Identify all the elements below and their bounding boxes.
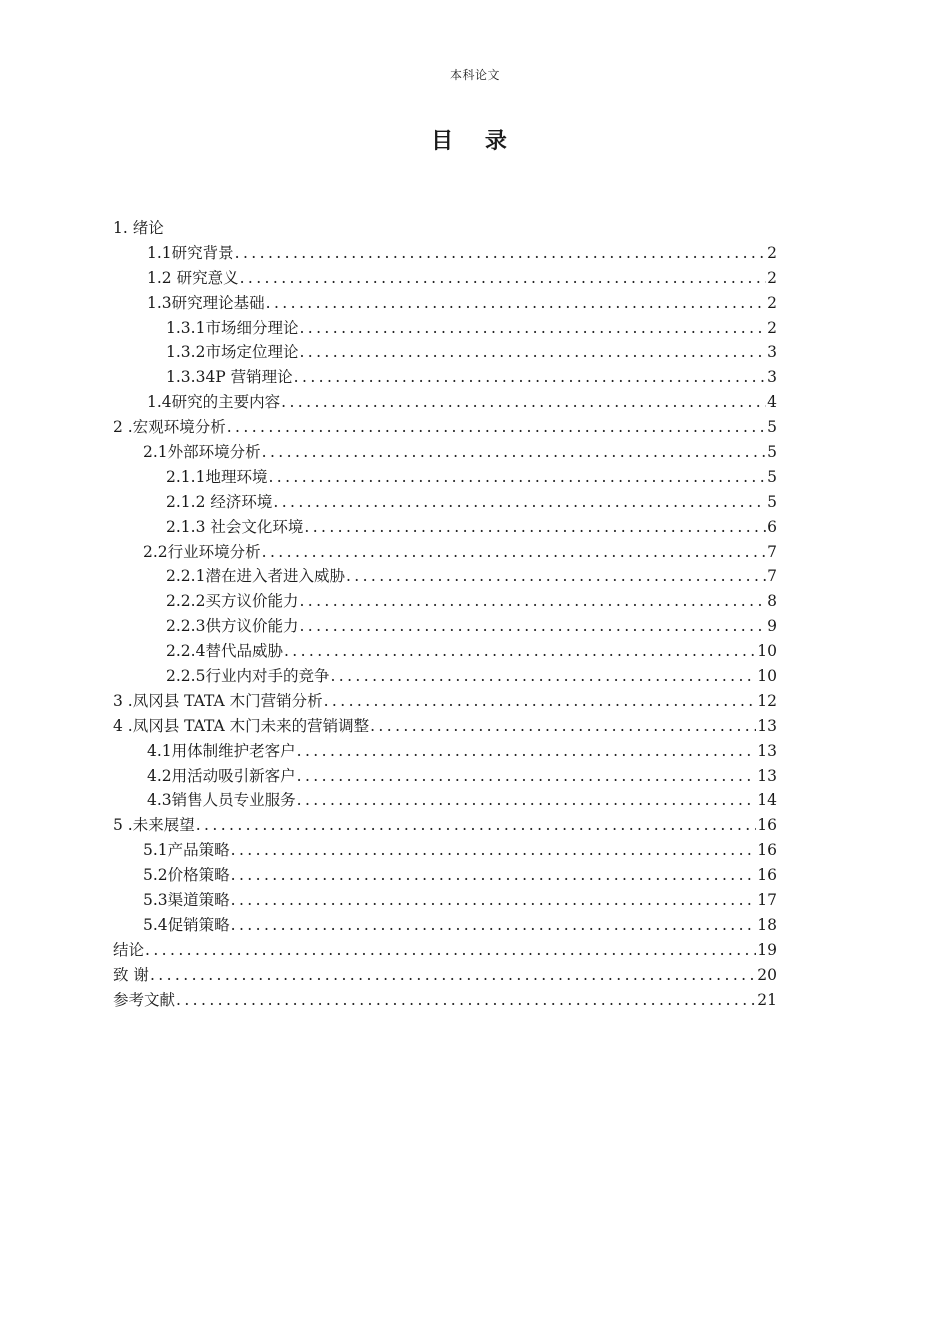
dot-leader <box>330 664 756 689</box>
dot-leader <box>324 689 757 714</box>
toc-entry-label: 2.2行业环境分析 <box>143 542 261 561</box>
toc-entry[interactable] <box>113 639 777 664</box>
toc-entry-label: 5.2价格策略 <box>143 866 230 885</box>
toc-entry-label: 1.3研究理论基础 <box>147 293 265 312</box>
toc-entry-page-number: 5 <box>767 443 777 462</box>
toc-entry-page-number: 2 <box>767 243 777 262</box>
toc-entry[interactable] <box>113 390 777 415</box>
toc-entry[interactable] <box>113 216 777 241</box>
toc-entry[interactable] <box>113 813 777 838</box>
toc-entry-label: 1.3.34P 营销理论 <box>166 368 293 387</box>
toc-entry-page-number: 16 <box>757 866 777 885</box>
toc-entry-label: 2.2.3供方议价能力 <box>166 617 299 636</box>
toc-entry-page-number: 12 <box>757 691 777 710</box>
toc-entry-page-number: 7 <box>767 567 777 586</box>
toc-entry-page-number: 13 <box>757 716 777 735</box>
dot-leader <box>262 440 766 465</box>
dot-leader <box>346 564 766 589</box>
toc-entry[interactable] <box>113 913 777 938</box>
toc-entry-page-number: 13 <box>757 766 777 785</box>
toc-entry-page-number: 8 <box>767 592 777 611</box>
dot-leader <box>268 465 766 490</box>
toc-entry[interactable] <box>113 788 777 813</box>
toc-entry[interactable] <box>113 564 777 589</box>
dot-leader <box>281 390 766 415</box>
toc-entry[interactable] <box>113 614 777 639</box>
toc-entry-label: 2.1.2 经济环境 <box>166 492 273 511</box>
toc-entry[interactable] <box>113 764 777 789</box>
toc-entry[interactable] <box>113 863 777 888</box>
toc-entry-page-number: 2 <box>767 268 777 287</box>
dot-leader <box>299 614 766 639</box>
toc-entry-label: 5.4促销策略 <box>143 915 230 934</box>
dot-leader <box>297 739 757 764</box>
toc-entry-page-number: 21 <box>757 990 777 1009</box>
toc-entry-page-number: 2 <box>767 318 777 337</box>
toc-entry[interactable] <box>113 963 777 988</box>
toc-entry[interactable] <box>113 888 777 913</box>
toc-entry[interactable] <box>113 714 777 739</box>
toc-entry-page-number: 18 <box>757 915 777 934</box>
toc-entry-label: 2.2.4替代品威胁 <box>166 642 283 661</box>
toc-entry-label: 2.2.1潜在进入者进入威胁 <box>166 567 345 586</box>
toc-entry[interactable] <box>113 988 777 1013</box>
dot-leader <box>284 639 756 664</box>
toc-entry-page-number: 9 <box>767 617 777 636</box>
dot-leader <box>145 938 756 963</box>
toc-entry-page-number: 16 <box>757 841 777 860</box>
dot-leader <box>299 340 766 365</box>
toc-entry-label: 1.4研究的主要内容 <box>147 393 281 412</box>
toc-entry-page-number: 7 <box>767 542 777 561</box>
dot-leader <box>297 764 757 789</box>
toc-entry-page-number: 3 <box>767 343 777 362</box>
toc-entry-label: 2.1外部环境分析 <box>143 443 261 462</box>
dot-leader <box>231 888 757 913</box>
toc-entry-page-number: 2 <box>767 293 777 312</box>
toc-entry-label: 结论 <box>113 940 145 959</box>
toc-entry-label: 2 .宏观环境分析 <box>113 418 226 437</box>
toc-entry[interactable] <box>113 365 777 390</box>
toc-entry-page-number: 17 <box>757 891 777 910</box>
toc-entry[interactable] <box>113 490 777 515</box>
toc-entry-label: 5.1产品策略 <box>143 841 230 860</box>
toc-entry-label: 3 .凤冈县 TATA 木门营销分析 <box>113 691 323 710</box>
toc-entry[interactable] <box>113 664 777 689</box>
dot-leader <box>273 490 766 515</box>
dot-leader <box>231 913 757 938</box>
toc-entry-page-number: 4 <box>767 393 777 412</box>
toc-entry[interactable] <box>113 440 777 465</box>
toc-entry-page-number: 5 <box>767 467 777 486</box>
toc-entry-label: 2.1.3 社会文化环境 <box>166 517 304 536</box>
dot-leader <box>235 241 766 266</box>
page-title: 目 录 <box>431 129 519 154</box>
dot-leader <box>240 266 767 291</box>
toc-entry-page-number: 19 <box>757 940 777 959</box>
toc-entry-label: 5 .未来展望 <box>113 816 195 835</box>
toc-entry-page-number: 20 <box>757 965 777 984</box>
dot-leader <box>299 589 766 614</box>
dot-leader <box>196 813 757 838</box>
toc-entry-label: 1.3.1市场细分理论 <box>166 318 299 337</box>
toc-entry-page-number: 10 <box>757 642 777 661</box>
dot-leader <box>231 863 757 888</box>
page-header: 本科论文 <box>449 68 500 82</box>
toc-entry-page-number: 3 <box>767 368 777 387</box>
toc-entry-label: 2.2.2买方议价能力 <box>166 592 299 611</box>
toc-entry[interactable] <box>113 515 777 540</box>
toc-entry-label: 2.1.1地理环境 <box>166 467 268 486</box>
dot-leader <box>297 788 757 813</box>
toc-entry[interactable] <box>113 316 777 341</box>
toc-entry-page-number: 16 <box>757 816 777 835</box>
toc-entry-label: 1. 绪论 <box>113 219 164 237</box>
toc-entry[interactable] <box>113 340 777 365</box>
toc-entry-page-number: 14 <box>757 791 777 810</box>
toc-entry[interactable] <box>113 689 777 714</box>
dot-leader <box>370 714 756 739</box>
toc-entry-label: 4.3销售人员专业服务 <box>147 791 296 810</box>
dot-leader <box>294 365 766 390</box>
toc-entry-label: 2.2.5行业内对手的竞争 <box>166 667 330 686</box>
toc-entry-label: 5.3渠道策略 <box>143 891 230 910</box>
dot-leader <box>299 316 766 341</box>
table-of-contents <box>113 216 777 1013</box>
toc-entry-label: 4 .凤冈县 TATA 木门未来的营销调整 <box>113 716 370 735</box>
toc-entry[interactable] <box>113 838 777 863</box>
dot-leader <box>262 540 766 565</box>
dot-leader <box>176 988 756 1013</box>
dot-leader <box>304 515 766 540</box>
toc-entry[interactable] <box>113 266 777 291</box>
toc-entry[interactable] <box>113 589 777 614</box>
toc-entry[interactable] <box>113 241 777 266</box>
toc-entry-page-number: 6 <box>767 517 777 536</box>
toc-entry[interactable] <box>113 291 777 316</box>
toc-entry[interactable] <box>113 938 777 963</box>
toc-entry-label: 4.2用活动吸引新客户 <box>147 766 296 785</box>
dot-leader <box>231 838 757 863</box>
toc-entry-label: 1.1研究背景 <box>147 243 234 262</box>
toc-entry-label: 参考文献 <box>113 990 176 1009</box>
dot-leader <box>150 963 756 988</box>
toc-entry[interactable] <box>113 415 777 440</box>
toc-entry-page-number: 5 <box>767 492 777 511</box>
dot-leader <box>266 291 766 316</box>
toc-entry-label: 1.3.2市场定位理论 <box>166 343 299 362</box>
toc-entry-page-number: 10 <box>757 667 777 686</box>
toc-entry-label: 致 谢 <box>113 965 149 984</box>
toc-entry[interactable] <box>113 465 777 490</box>
toc-entry-page-number: 13 <box>757 741 777 760</box>
toc-entry-label: 1.2 研究意义 <box>147 268 239 287</box>
toc-entry-label: 4.1用体制维护老客户 <box>147 741 296 760</box>
toc-entry[interactable] <box>113 540 777 565</box>
toc-entry-page-number: 5 <box>767 418 777 437</box>
toc-entry[interactable] <box>113 739 777 764</box>
dot-leader <box>227 415 766 440</box>
